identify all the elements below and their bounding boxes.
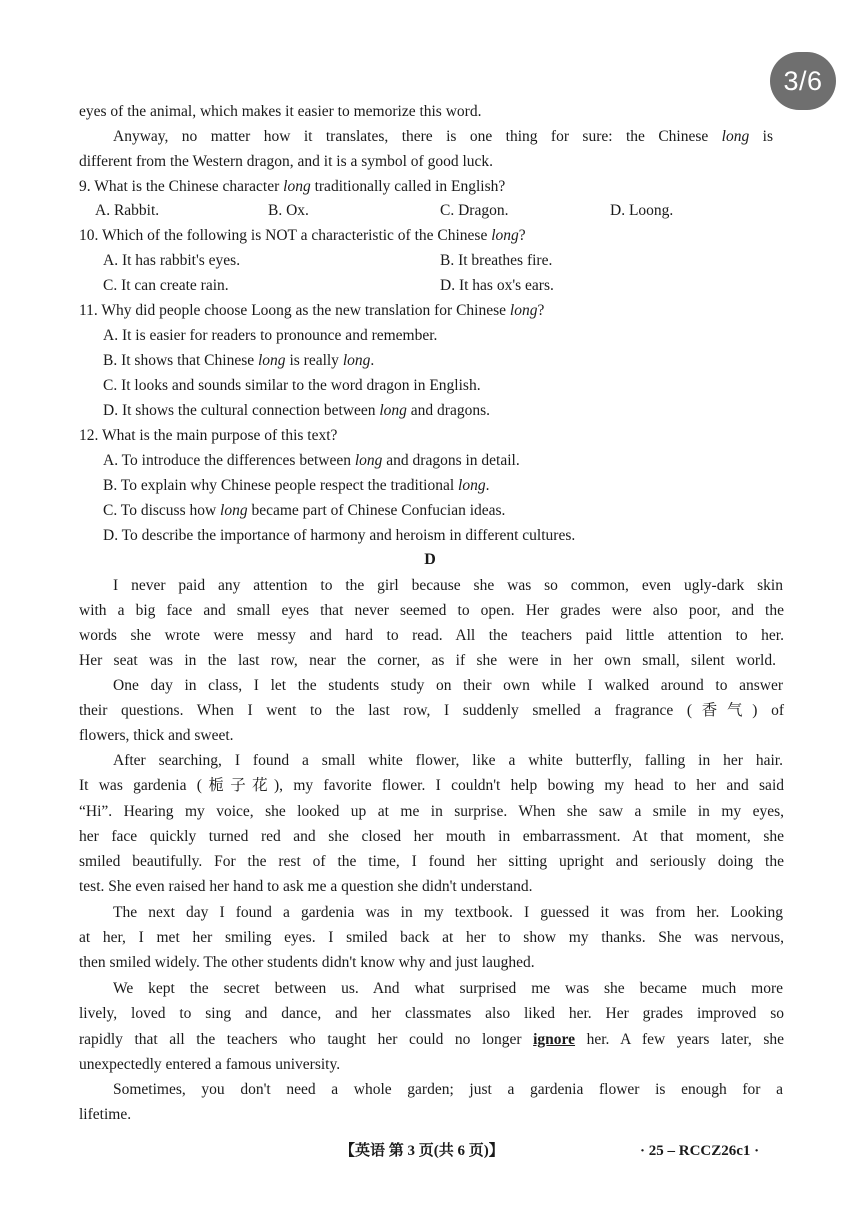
passage-line: then smiled widely. The other students didn't know why and just laughed. — [79, 954, 535, 971]
question-12-option-c: C. To discuss how long became part of Chinese Confucian ideas. — [103, 502, 506, 519]
passage-line: flowers, thick and sweet. — [79, 727, 234, 744]
question-9-option-a: A. Rabbit. — [95, 202, 160, 219]
passage-line: After searching, I found a small white flower, like a white butterfly, falling in her hair. — [113, 752, 783, 769]
passage-line: Her seat was in the last row, near the corner, as if she were in her own small, silent world. — [79, 652, 776, 669]
question-9-option-c: C. Dragon. — [440, 202, 509, 219]
question-10-option-d: D. It has ox's ears. — [440, 277, 554, 294]
passage-line: “Hi”. Hearing my voice, she looked up at me in surprise. When she saw a smile in my eyes, — [79, 803, 784, 820]
passage-line: One day in class, I let the students study on their own while I walked around to answer — [113, 677, 783, 694]
question-10-option-b: B. It breathes fire. — [440, 252, 553, 269]
question-9-stem: 9. What is the Chinese character long traditionally called in English? — [79, 178, 506, 195]
passage-line: Sometimes, you don't need a whole garden; just a gardenia flower is enough for a — [113, 1081, 783, 1098]
question-9-option-d: D. Loong. — [610, 202, 674, 219]
passage-line: smiled beautifully. For the rest of the time, I found her sitting upright and seriously doing the — [79, 853, 784, 870]
question-12-stem: 12. What is the main purpose of this text? — [79, 427, 338, 444]
passage-line-with-underlined-word: rapidly that all the teachers who taught her could no longer ignore her. A few years later, she — [79, 1031, 784, 1048]
question-10-option-a: A. It has rabbit's eyes. — [103, 252, 241, 269]
passage-line: We kept the secret between us. And what surprised me was she became much more — [113, 980, 783, 997]
passage-line: lifetime. — [79, 1106, 132, 1123]
question-12-option-a: A. To introduce the differences between long and dragons in detail. — [103, 452, 520, 469]
page-number-badge: 3/6 — [770, 52, 836, 110]
passage-line: their questions. When I went to the last row, I suddenly smelled a fragrance (香气) of — [79, 702, 784, 719]
passage-line: test. She even raised her hand to ask me a question she didn't understand. — [79, 878, 533, 895]
intro-line: eyes of the animal, which makes it easier to memorize this word. — [79, 103, 482, 120]
passage-line: words she wrote were messy and hard to read. All the teachers paid little attention to her. — [79, 627, 784, 644]
passage-line: unexpectedly entered a famous university. — [79, 1056, 341, 1073]
passage-line: with a big face and small eyes that never seemed to open. Her grades were also poor, and the — [79, 602, 784, 619]
passage-line: her face quickly turned red and she closed her mouth in embarrassment. At that moment, she — [79, 828, 784, 845]
question-10-option-c: C. It can create rain. — [103, 277, 229, 294]
question-11-stem: 11. Why did people choose Loong as the new translation for Chinese long? — [79, 302, 545, 319]
passage-line: The next day I found a gardenia was in my textbook. I guessed it was from her. Looking — [113, 904, 783, 921]
passage-line: lively, loved to sing and dance, and her classmates also liked her. Her grades improved so — [79, 1005, 784, 1022]
question-11-option-a: A. It is easier for readers to pronounce and remember. — [103, 327, 438, 344]
question-9-option-b: B. Ox. — [268, 202, 309, 219]
footer-page-info: 【英语 第 3 页(共 6 页)】 — [340, 1143, 504, 1159]
section-heading: D — [424, 551, 436, 568]
question-12-option-b: B. To explain why Chinese people respect the traditional long. — [103, 477, 490, 494]
question-11-option-b: B. It shows that Chinese long is really long. — [103, 352, 375, 369]
passage-line: It was gardenia (栀子花), my favorite flower. I couldn't help bowing my head to her and said — [79, 777, 784, 794]
passage-line: I never paid any attention to the girl because she was so common, even ugly-dark skin — [113, 577, 783, 594]
footer-code: · 25 – RCCZ26c1 · — [640, 1143, 760, 1159]
intro-line: different from the Western dragon, and it is a symbol of good luck. — [79, 153, 494, 170]
question-12-option-d: D. To describe the importance of harmony and heroism in different cultures. — [103, 527, 576, 544]
question-10-stem: 10. Which of the following is NOT a characteristic of the Chinese long? — [79, 227, 526, 244]
question-11-option-c: C. It looks and sounds similar to the word dragon in English. — [103, 377, 481, 394]
question-11-option-d: D. It shows the cultural connection between long and dragons. — [103, 402, 490, 419]
intro-line: Anyway, no matter how it translates, there is one thing for sure: the Chinese long is — [113, 128, 773, 145]
passage-line: at her, I met her smiling eyes. I smiled back at her to show my thanks. She was nervous, — [79, 929, 784, 946]
